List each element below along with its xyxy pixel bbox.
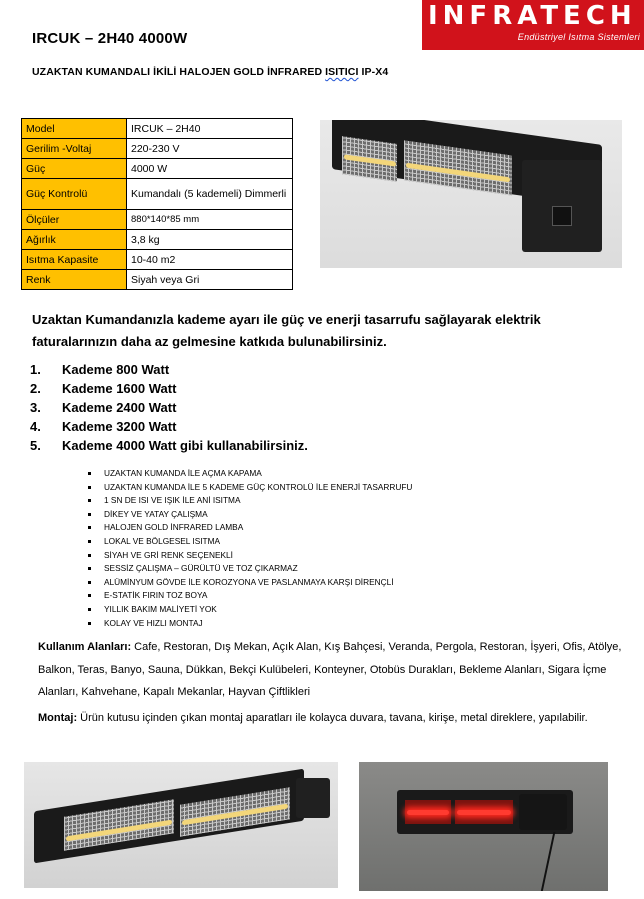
usage-areas — [38, 636, 636, 704]
logo-brand-text: INFRATECH — [428, 1, 637, 31]
feature-item: 1 SN DE ISI VE IŞIK İLE ANİ ISITMA — [86, 494, 412, 508]
spec-key: Ölçüler — [22, 210, 127, 230]
page-title: IRCUK – 2H40 4000W — [32, 30, 188, 47]
spec-value: 3,8 kg — [127, 230, 293, 250]
feature-item: SİYAH VE GRİ RENK SEÇENEKLİ — [86, 549, 412, 563]
feature-item: LOKAL VE BÖLGESEL ISITMA — [86, 535, 412, 549]
power-cable — [541, 832, 556, 891]
spec-row — [22, 250, 293, 270]
product-photo-front — [320, 120, 622, 268]
list-number: 5. — [30, 438, 41, 453]
spec-value: Siyah veya Gri — [127, 270, 293, 290]
spec-row — [22, 270, 293, 290]
spec-row — [22, 179, 293, 210]
spec-row — [22, 119, 293, 139]
spec-value: 880*140*85 mm — [127, 210, 293, 230]
list-number: 2. — [30, 381, 41, 396]
spec-row — [22, 159, 293, 179]
logo-tagline: Endüstriyel Isıtma Sistemleri — [517, 32, 640, 42]
list-item — [30, 436, 308, 455]
spec-key: Güç Kontrolü — [22, 179, 127, 210]
spec-key: Gerilim -Voltaj — [22, 139, 127, 159]
mount-text: Ürün kutusu içinden çıkan montaj aparatları ile kolayca duvara, tavana, kirişe, metal direklere, yapılabilir. — [77, 712, 588, 724]
intro-paragraph: Uzaktan Kumandanızla kademe ayarı ile güç ve enerji tasarrufu sağlayarak elektrik faturalarınızın daha az gelmesine katkıda bulunabilirsiniz. — [32, 312, 541, 349]
product-subtitle — [32, 66, 388, 78]
control-box — [296, 778, 330, 818]
list-text: Kademe 3200 Watt — [62, 419, 177, 434]
list-number: 3. — [30, 400, 41, 415]
feature-item: YILLIK BAKIM MALİYETİ YOK — [86, 603, 412, 617]
control-box — [519, 794, 567, 830]
spec-key: Ağırlık — [22, 230, 127, 250]
list-text: Kademe 4000 Watt gibi kullanabilirsiniz. — [62, 438, 308, 453]
list-text: Kademe 800 Watt — [62, 362, 170, 377]
subtitle-underlined-word: ISITICI — [325, 66, 359, 78]
feature-item: HALOJEN GOLD İNFRARED LAMBA — [86, 521, 412, 535]
power-levels-list — [30, 360, 308, 455]
feature-item: DİKEY VE YATAY ÇALIŞMA — [86, 508, 412, 522]
product-photo-angled — [24, 762, 338, 888]
feature-item: UZAKTAN KUMANDA İLE AÇMA KAPAMA — [86, 467, 412, 481]
feature-item: UZAKTAN KUMANDA İLE 5 KADEME GÜÇ KONTROLÜ İLE ENERJİ TASARRUFU — [86, 481, 412, 495]
mount-label: Montaj: — [38, 712, 78, 724]
list-item — [30, 417, 308, 436]
features-list — [86, 467, 412, 630]
list-number: 4. — [30, 419, 41, 434]
list-item — [30, 360, 308, 379]
feature-item: SESSİZ ÇALIŞMA – GÜRÜLTÜ VE TOZ ÇIKARMAZ — [86, 562, 412, 576]
spec-row — [22, 210, 293, 230]
list-item — [30, 379, 308, 398]
spec-key: Renk — [22, 270, 127, 290]
feature-item: E-STATİK FIRIN TOZ BOYA — [86, 589, 412, 603]
usage-text: Cafe, Restoran, Dış Mekan, Açık Alan, Kış Bahçesi, Veranda, Pergola, Restoran, İşyeri, Ofis, Atölye, Balkon, Teras, Banyo, Sauna, Dükkan, Bekçi Kulübeleri, Konteyner, Otobüs Durakları, Bekleme Alanları, Sigara İçme Alanları, Kahvehane, Kapalı Mekanlar, Hayvan Çiftlikleri — [38, 641, 622, 698]
spec-row — [22, 230, 293, 250]
glowing-lamp — [407, 810, 449, 815]
spec-value: Kumandalı (5 kademeli) Dimmerli — [127, 179, 293, 210]
infratech-logo — [422, 0, 644, 50]
spec-key: Model — [22, 119, 127, 139]
list-text: Kademe 1600 Watt — [62, 381, 177, 396]
product-photo-wall-mounted — [359, 762, 608, 891]
receiver-window — [552, 206, 572, 226]
spec-value: 220-230 V — [127, 139, 293, 159]
list-item — [30, 398, 308, 417]
spec-value: 10-40 m2 — [127, 250, 293, 270]
glowing-lamp — [457, 810, 511, 815]
feature-item: ALÜMİNYUM GÖVDE İLE KOROZYONA VE PASLANMAYA KARŞI DİRENÇLİ — [86, 576, 412, 590]
list-number: 1. — [30, 362, 41, 377]
spec-value: IRCUK – 2H40 — [127, 119, 293, 139]
subtitle-text: UZAKTAN KUMANDALI İKİLİ HALOJEN GOLD İNFRARED — [32, 66, 326, 78]
spec-key: Isıtma Kapasite — [22, 250, 127, 270]
subtitle-ip-rating: IP-X4 — [358, 66, 389, 78]
spec-table — [21, 118, 293, 290]
usage-label: Kullanım Alanları: — [38, 641, 132, 653]
mounting-info — [38, 711, 624, 726]
list-text: Kademe 2400 Watt — [62, 400, 177, 415]
spec-row — [22, 139, 293, 159]
feature-item: KOLAY VE HIZLI MONTAJ — [86, 617, 412, 631]
spec-key: Güç — [22, 159, 127, 179]
spec-value: 4000 W — [127, 159, 293, 179]
